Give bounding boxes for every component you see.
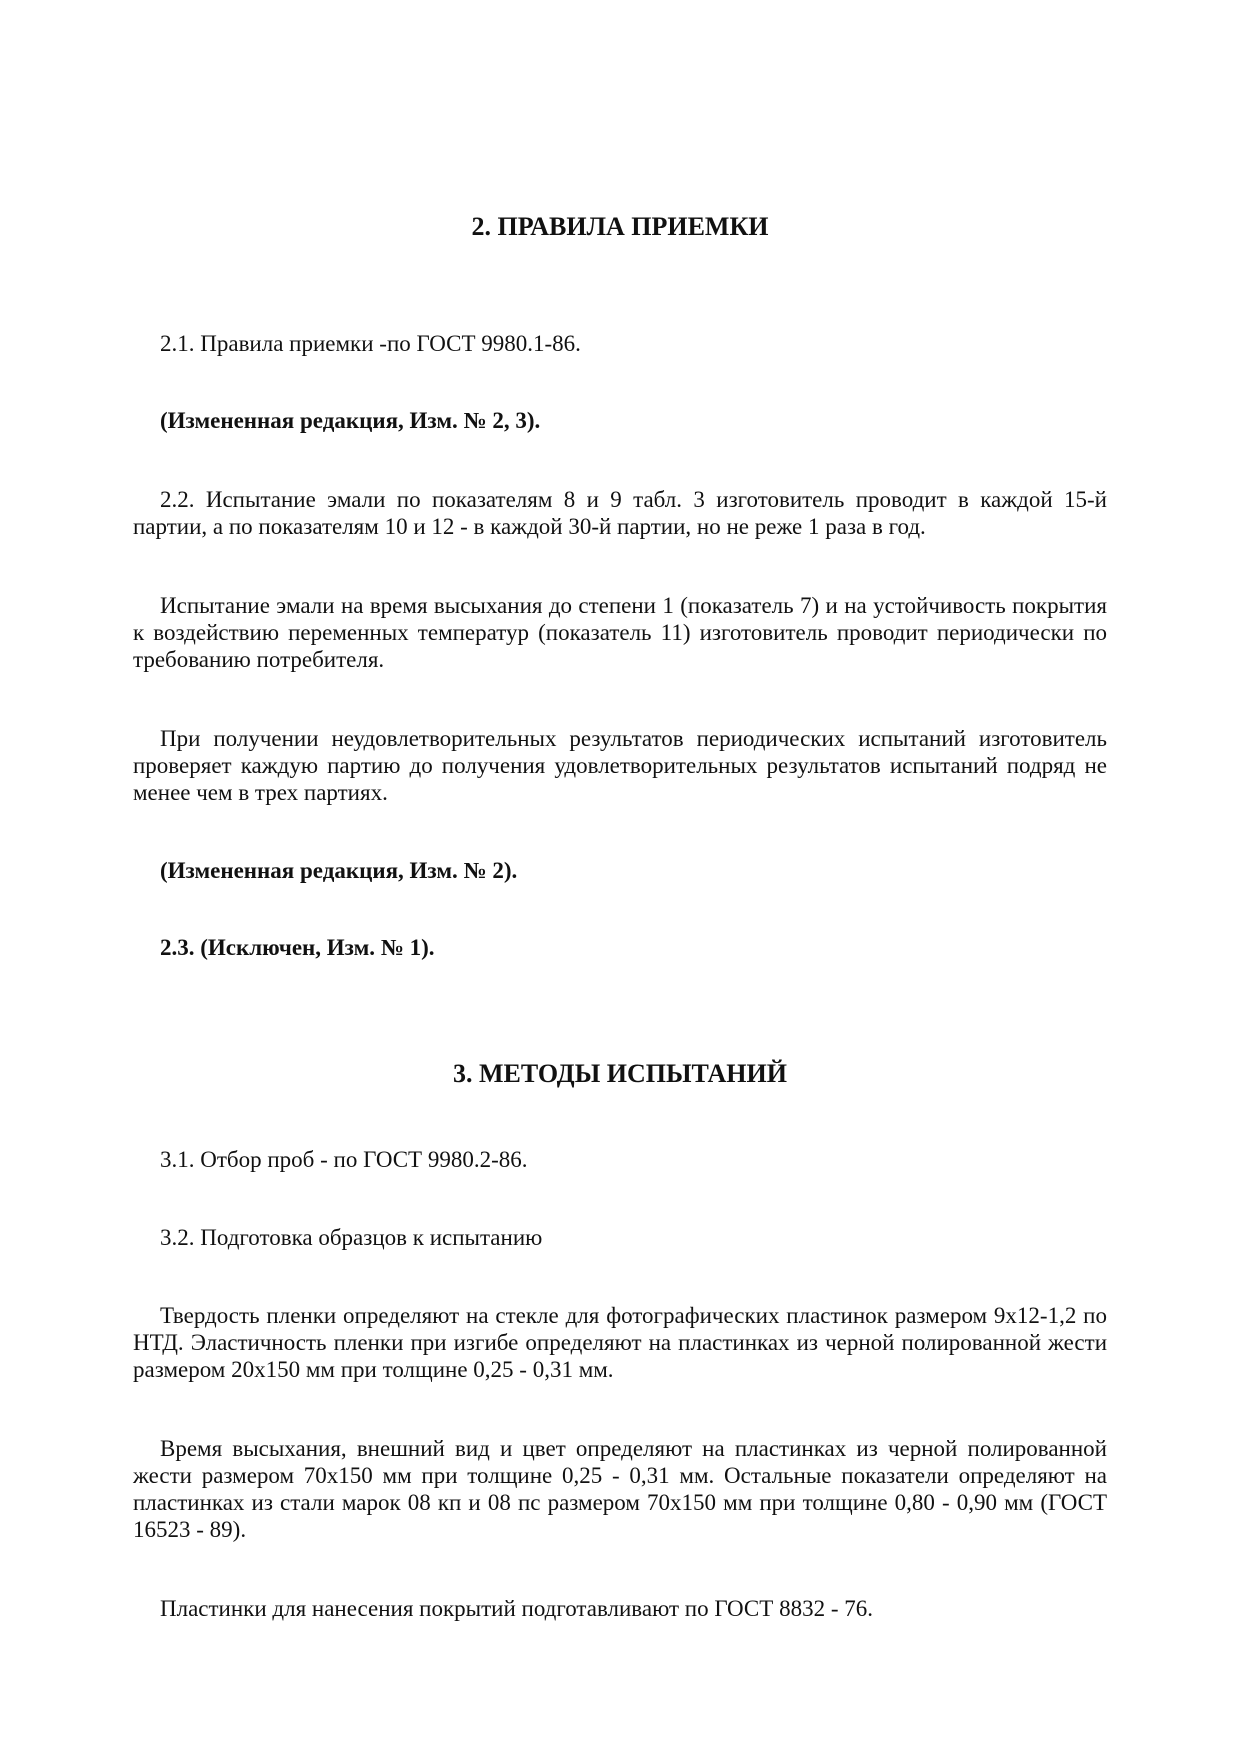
paragraph-3-2-plates: Пластинки для нанесения покрытий подготавливают по ГОСТ 8832 - 76. xyxy=(160,1596,873,1621)
section-3-title: 3. МЕТОДЫ ИСПЫТАНИЙ xyxy=(453,1059,787,1088)
change-note-2-1: (Измененная редакция, Изм. № 2, 3). xyxy=(160,408,541,433)
paragraph-3-1: 3.1. Отбор проб - по ГОСТ 9980.2-86. xyxy=(160,1147,528,1172)
paragraph-2-2-drying: Испытание эмали на время высыхания до степени 1 (показатель 7) и на устойчивость покрытия к воздействию переменных температур (показатель 11) изготовитель проводит периодически по требованию потребителя. xyxy=(133,593,1107,672)
paragraph-2-3: 2.3. (Исключен, Изм. № 1). xyxy=(160,935,435,960)
paragraph-2-1: 2.1. Правила приемки -по ГОСТ 9980.1-86. xyxy=(160,331,581,356)
paragraph-3-2: 3.2. Подготовка образцов к испытанию xyxy=(160,1225,543,1250)
paragraph-2-2: 2.2. Испытание эмали по показателям 8 и 9 табл. 3 изготовитель проводит в каждой 15-й партии, а по показателям 10 и 12 - в каждой 30-й партии, но не реже 1 раза в год. xyxy=(133,487,1107,539)
paragraph-3-2-hardness: Твердость пленки определяют на стекле для фотографических пластинок размером 9x12-1,2 по НТД. Эластичность пленки при изгибе определяют на пластинках из черной полированной жести размером 20x150 мм при толщине 0,25 - 0,31 мм. xyxy=(133,1303,1107,1382)
paragraph-2-2-unsatisfactory: При получении неудовлетворительных результатов периодических испытаний изготовитель проверяет каждую партию до получения удовлетворительных результатов испытаний подряд не менее чем в трех партиях. xyxy=(133,726,1107,805)
section-2-title: 2. ПРАВИЛА ПРИЕМКИ xyxy=(471,212,769,241)
change-note-2-2: (Измененная редакция, Изм. № 2). xyxy=(160,858,518,883)
paragraph-3-2-drying-time: Время высыхания, внешний вид и цвет определяют на пластинках из черной полированной жести размером 70x150 мм при толщине 0,25 - 0,31 мм. Остальные показатели определяют на пластинках из стали марок 08 кп и 08 пс размером 70x150 мм при толщине 0,80 - 0,90 мм (ГОСТ 16523 - 89). xyxy=(133,1436,1107,1542)
